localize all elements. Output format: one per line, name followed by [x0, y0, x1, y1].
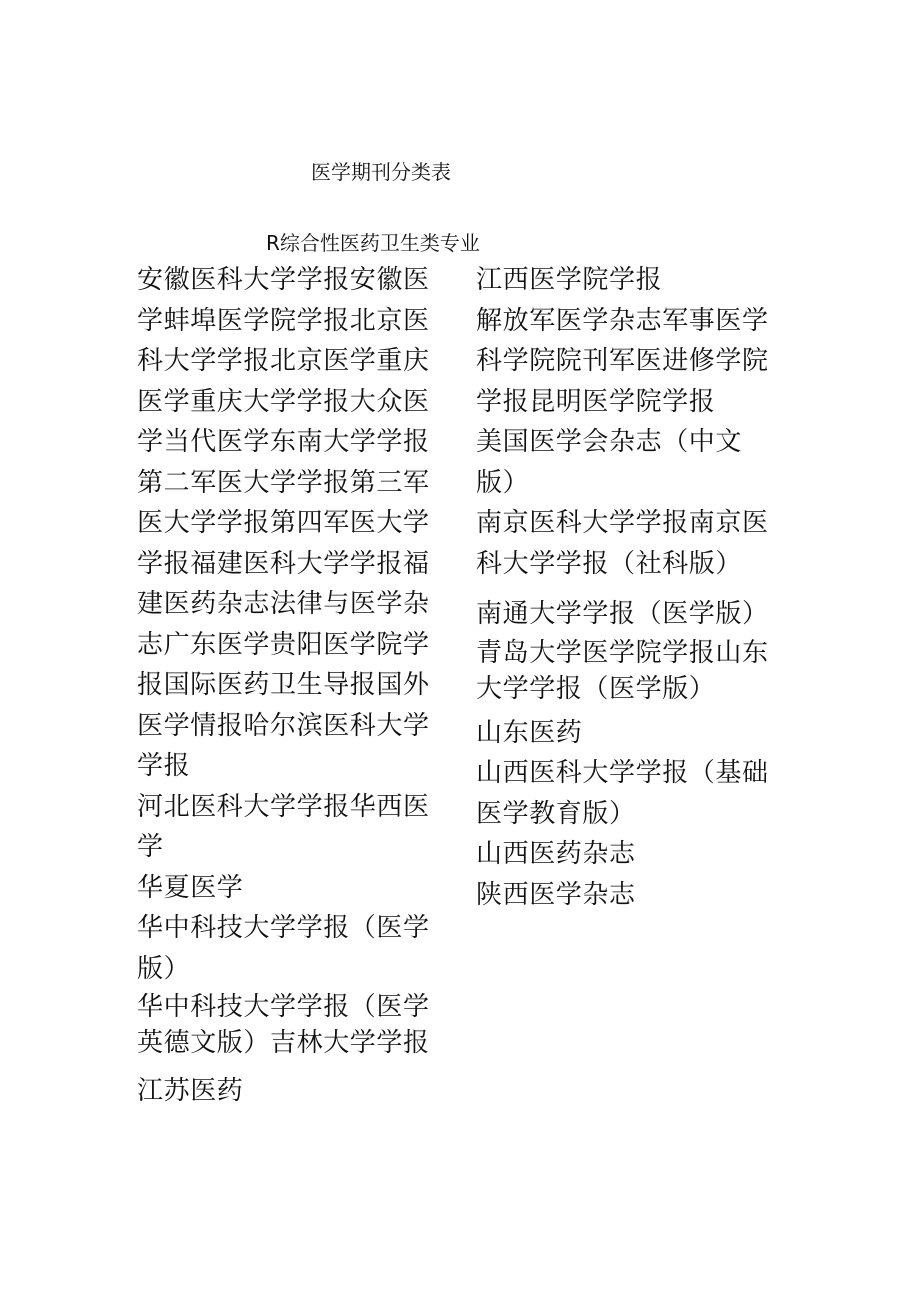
journal-entry: 陕西医学杂志	[476, 879, 636, 910]
journal-entry: 南京医科大学学报南京医科大学学报（社科版）	[476, 508, 769, 579]
journal-entry: 山东医药	[476, 717, 583, 748]
journal-entry: 华中科技大学学报（医学版）	[137, 913, 430, 984]
journal-entry: 山西医科大学学报（基础医学教育版）	[476, 758, 769, 829]
journal-entry: 江苏医药	[137, 1076, 244, 1106]
journal-entry: 美国医学会杂志（中文版）	[476, 427, 743, 498]
journal-entry: 河北医科大学学报华西医学	[137, 791, 430, 862]
journal-entry: 江西医学院学报	[476, 265, 663, 295]
section-heading: R综合性医药卫生类专业	[266, 231, 480, 255]
journal-list-left	[137, 260, 435, 1112]
journal-entry: 解放军医学杂志军事医学科学院院刊军医进修学院学报昆明医学院学报	[476, 305, 769, 417]
journal-entry: 安徽医科大学学报安徽医学蚌埠医学院学报北京医科大学学报北京医学重庆医学重庆大学学报大众医学当代医学东南大学学报第二军医大学学报第三军医大学学报第四军医大学学报福建医科大学学报福建医药杂志法律与医学杂志广东医学贵阳医学院学报国际医药卫生导报国外医学情报哈尔滨医科大学学报	[137, 265, 430, 781]
journal-entry: 山西医药杂志	[476, 839, 636, 869]
journal-entry: 南通大学学报（医学版）	[476, 599, 769, 629]
journal-entry: 华夏医学	[137, 872, 244, 903]
journal-list-right	[476, 260, 774, 915]
journal-entry: 青岛大学医学院学报山东大学学报（医学版）	[476, 637, 769, 704]
journal-entry: 华中科技大学学报（医学英德文版）吉林大学学报	[137, 992, 430, 1058]
page-title: 医学期刊分类表	[311, 160, 451, 184]
